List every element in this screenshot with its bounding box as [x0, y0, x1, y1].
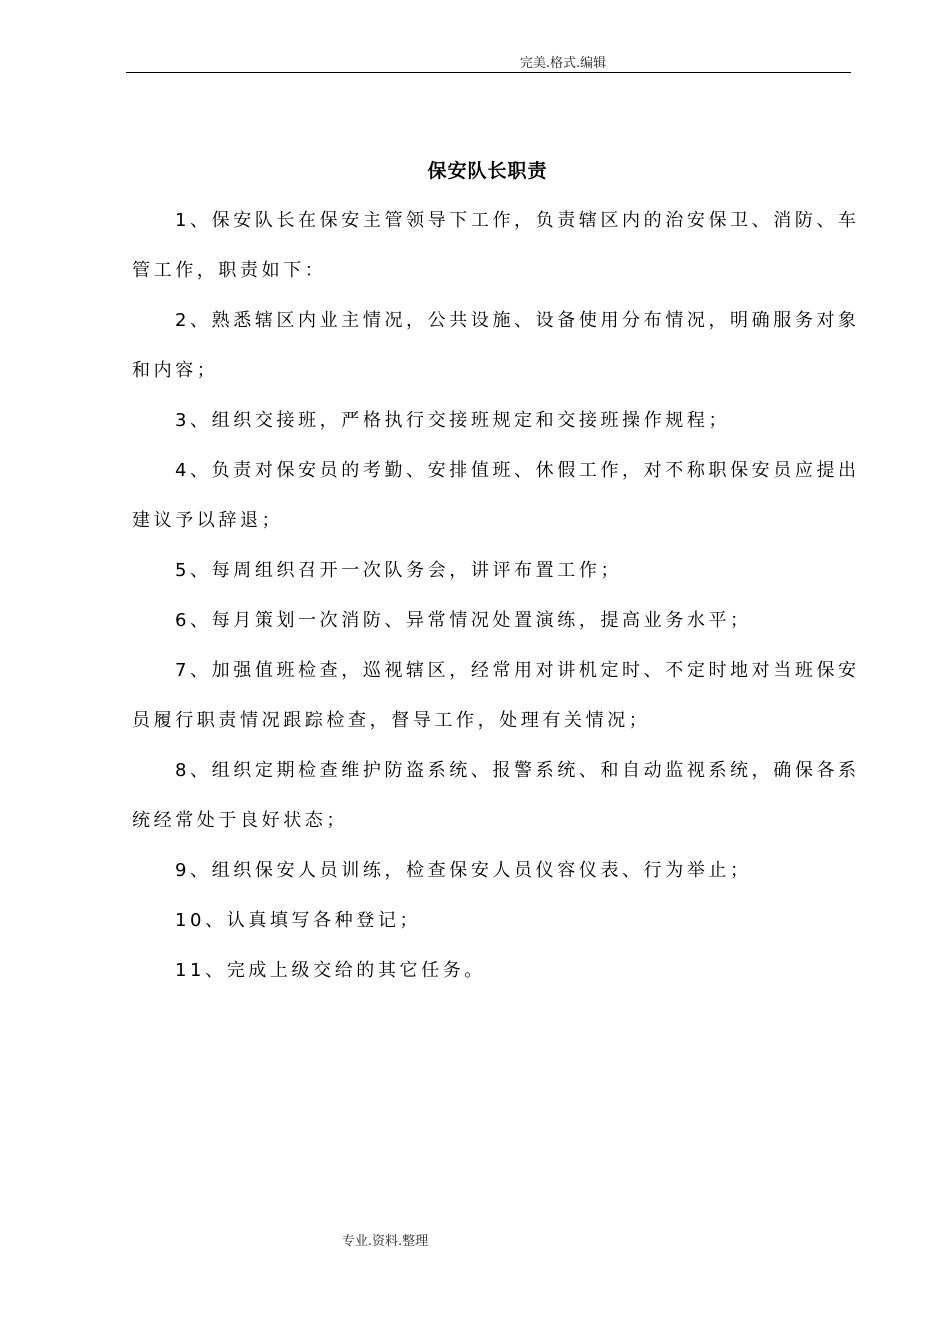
document-body	[132, 196, 864, 996]
header-divider	[126, 72, 851, 73]
document-title: 保安队长职责	[427, 160, 548, 182]
page-footer-text: 专业.资料.整理	[341, 1234, 429, 1249]
paragraph-11: 11、完成上级交给的其它任务。	[175, 960, 486, 981]
paragraph-3: 3、组织交接班，严格执行交接班规定和交接班操作规程；	[175, 410, 731, 431]
page-header-text: 完美.格式.编辑	[519, 56, 607, 71]
paragraph-7: 7、加强值班检查，巡视辖区，经常用对讲机定时、不定时地对当班保安员履行职责情况跟踪检查，督导工作，处理有关情况；	[132, 660, 860, 731]
paragraph-4: 4、负责对保安员的考勤、安排值班、休假工作，对不称职保安员应提出建议予以辞退；	[132, 460, 860, 531]
paragraph-2: 2、熟悉辖区内业主情况，公共设施、设备使用分布情况，明确服务对象和内容；	[132, 310, 860, 381]
paragraph-9: 9、组织保安人员训练，检查保安人员仪容仪表、行为举止；	[175, 860, 752, 881]
paragraph-6: 6、每月策划一次消防、异常情况处置演练，提高业务水平；	[175, 610, 752, 631]
paragraph-1: 1、保安队长在保安主管领导下工作，负责辖区内的治安保卫、消防、车管工作，职责如下：	[132, 210, 860, 281]
paragraph-10: 10、认真填写各种登记；	[175, 910, 422, 931]
paragraph-5: 5、每周组织召开一次队务会，讲评布置工作；	[175, 560, 623, 581]
paragraph-8: 8、组织定期检查维护防盗系统、报警系统、和自动监视系统，确保各系统经常处于良好状态；	[132, 760, 860, 831]
